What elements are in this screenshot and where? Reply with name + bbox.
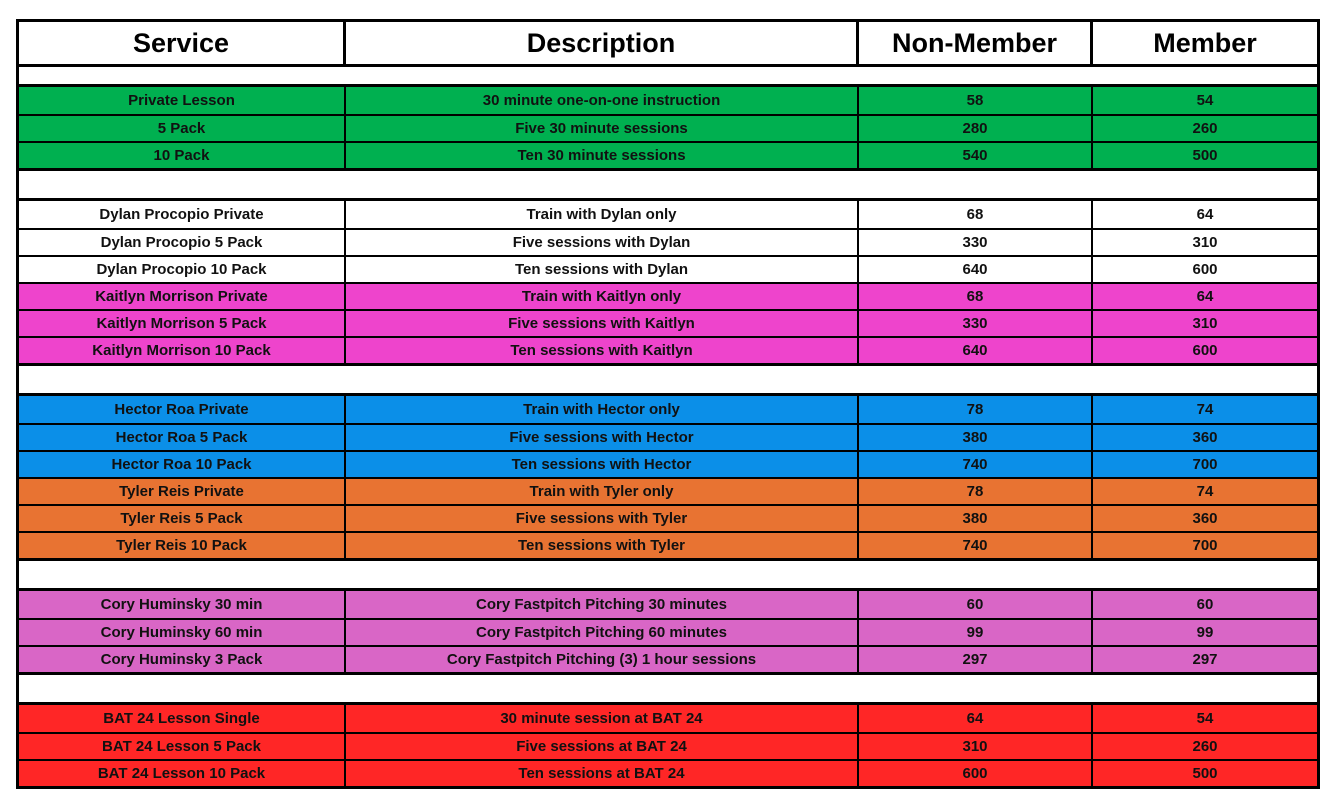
service-cell: Hector Roa Private	[16, 396, 346, 423]
price-group	[16, 588, 1320, 675]
nonmember-price-cell: 78	[859, 396, 1093, 423]
table-body	[16, 84, 1320, 789]
group-spacer	[16, 561, 1320, 588]
table-row	[16, 732, 1320, 759]
service-cell: Dylan Procopio Private	[16, 201, 346, 228]
table-row	[16, 87, 1320, 114]
member-price-cell: 54	[1093, 705, 1320, 732]
service-cell: BAT 24 Lesson 10 Pack	[16, 761, 346, 786]
header-row	[16, 19, 1320, 67]
price-group	[16, 84, 1320, 171]
nonmember-price-cell: 280	[859, 116, 1093, 141]
description-cell: Cory Fastpitch Pitching 60 minutes	[346, 620, 859, 645]
nonmember-price-cell: 540	[859, 143, 1093, 168]
description-cell: Five sessions with Dylan	[346, 230, 859, 255]
nonmember-price-cell: 330	[859, 311, 1093, 336]
description-cell: 30 minute one-on-one instruction	[346, 87, 859, 114]
service-cell: Kaitlyn Morrison 5 Pack	[16, 311, 346, 336]
nonmember-price-cell: 380	[859, 506, 1093, 531]
member-price-cell: 74	[1093, 396, 1320, 423]
member-price-cell: 600	[1093, 338, 1320, 363]
nonmember-price-cell: 60	[859, 591, 1093, 618]
nonmember-price-cell: 58	[859, 87, 1093, 114]
description-cell: 30 minute session at BAT 24	[346, 705, 859, 732]
nonmember-price-cell: 740	[859, 533, 1093, 558]
description-cell: Cory Fastpitch Pitching (3) 1 hour sessions	[346, 647, 859, 672]
table-row	[16, 201, 1320, 228]
service-cell: Cory Huminsky 60 min	[16, 620, 346, 645]
header-description: Description	[346, 22, 859, 64]
table-row	[16, 336, 1320, 363]
group-spacer	[16, 366, 1320, 393]
member-price-cell: 700	[1093, 533, 1320, 558]
group-spacer	[16, 675, 1320, 702]
service-cell: Dylan Procopio 10 Pack	[16, 257, 346, 282]
service-cell: BAT 24 Lesson 5 Pack	[16, 734, 346, 759]
service-cell: Tyler Reis 10 Pack	[16, 533, 346, 558]
service-cell: Kaitlyn Morrison Private	[16, 284, 346, 309]
header-spacer	[16, 67, 1320, 84]
table-row	[16, 396, 1320, 423]
pricing-table	[16, 19, 1320, 789]
nonmember-price-cell: 99	[859, 620, 1093, 645]
service-cell: 5 Pack	[16, 116, 346, 141]
description-cell: Five 30 minute sessions	[346, 116, 859, 141]
table-row	[16, 450, 1320, 477]
nonmember-price-cell: 68	[859, 284, 1093, 309]
service-cell: Hector Roa 10 Pack	[16, 452, 346, 477]
table-row	[16, 645, 1320, 672]
table-row	[16, 114, 1320, 141]
service-cell: Cory Huminsky 3 Pack	[16, 647, 346, 672]
description-cell: Cory Fastpitch Pitching 30 minutes	[346, 591, 859, 618]
description-cell: Ten sessions with Kaitlyn	[346, 338, 859, 363]
description-cell: Ten sessions with Hector	[346, 452, 859, 477]
nonmember-price-cell: 640	[859, 257, 1093, 282]
member-price-cell: 600	[1093, 257, 1320, 282]
price-group	[16, 198, 1320, 366]
description-cell: Five sessions with Kaitlyn	[346, 311, 859, 336]
description-cell: Five sessions with Hector	[346, 425, 859, 450]
service-cell: Tyler Reis 5 Pack	[16, 506, 346, 531]
member-price-cell: 360	[1093, 425, 1320, 450]
price-group	[16, 393, 1320, 561]
member-price-cell: 500	[1093, 143, 1320, 168]
service-cell: Kaitlyn Morrison 10 Pack	[16, 338, 346, 363]
member-price-cell: 60	[1093, 591, 1320, 618]
nonmember-price-cell: 380	[859, 425, 1093, 450]
header-nonmember: Non-Member	[859, 22, 1093, 64]
description-cell: Ten sessions with Tyler	[346, 533, 859, 558]
table-row	[16, 531, 1320, 558]
member-price-cell: 54	[1093, 87, 1320, 114]
nonmember-price-cell: 310	[859, 734, 1093, 759]
service-cell: Hector Roa 5 Pack	[16, 425, 346, 450]
description-cell: Train with Tyler only	[346, 479, 859, 504]
table-row	[16, 705, 1320, 732]
member-price-cell: 99	[1093, 620, 1320, 645]
member-price-cell: 260	[1093, 116, 1320, 141]
member-price-cell: 310	[1093, 311, 1320, 336]
table-row	[16, 759, 1320, 786]
nonmember-price-cell: 297	[859, 647, 1093, 672]
table-row	[16, 591, 1320, 618]
description-cell: Train with Dylan only	[346, 201, 859, 228]
service-cell: Tyler Reis Private	[16, 479, 346, 504]
description-cell: Train with Kaitlyn only	[346, 284, 859, 309]
nonmember-price-cell: 64	[859, 705, 1093, 732]
member-price-cell: 74	[1093, 479, 1320, 504]
table-row	[16, 255, 1320, 282]
nonmember-price-cell: 640	[859, 338, 1093, 363]
member-price-cell: 64	[1093, 201, 1320, 228]
member-price-cell: 500	[1093, 761, 1320, 786]
member-price-cell: 360	[1093, 506, 1320, 531]
nonmember-price-cell: 330	[859, 230, 1093, 255]
service-cell: Dylan Procopio 5 Pack	[16, 230, 346, 255]
description-cell: Ten sessions with Dylan	[346, 257, 859, 282]
service-cell: Cory Huminsky 30 min	[16, 591, 346, 618]
service-cell: Private Lesson	[16, 87, 346, 114]
description-cell: Ten sessions at BAT 24	[346, 761, 859, 786]
header-member: Member	[1093, 22, 1320, 64]
member-price-cell: 310	[1093, 230, 1320, 255]
group-spacer	[16, 171, 1320, 198]
member-price-cell: 260	[1093, 734, 1320, 759]
description-cell: Five sessions with Tyler	[346, 506, 859, 531]
table-row	[16, 618, 1320, 645]
table-row	[16, 309, 1320, 336]
member-price-cell: 64	[1093, 284, 1320, 309]
description-cell: Five sessions at BAT 24	[346, 734, 859, 759]
nonmember-price-cell: 600	[859, 761, 1093, 786]
nonmember-price-cell: 68	[859, 201, 1093, 228]
header-service: Service	[16, 22, 346, 64]
table-row	[16, 282, 1320, 309]
member-price-cell: 700	[1093, 452, 1320, 477]
description-cell: Train with Hector only	[346, 396, 859, 423]
description-cell: Ten 30 minute sessions	[346, 143, 859, 168]
table-row	[16, 477, 1320, 504]
nonmember-price-cell: 740	[859, 452, 1093, 477]
table-row	[16, 228, 1320, 255]
table-row	[16, 504, 1320, 531]
table-row	[16, 423, 1320, 450]
member-price-cell: 297	[1093, 647, 1320, 672]
nonmember-price-cell: 78	[859, 479, 1093, 504]
service-cell: 10 Pack	[16, 143, 346, 168]
service-cell: BAT 24 Lesson Single	[16, 705, 346, 732]
price-group	[16, 702, 1320, 789]
table-row	[16, 141, 1320, 168]
